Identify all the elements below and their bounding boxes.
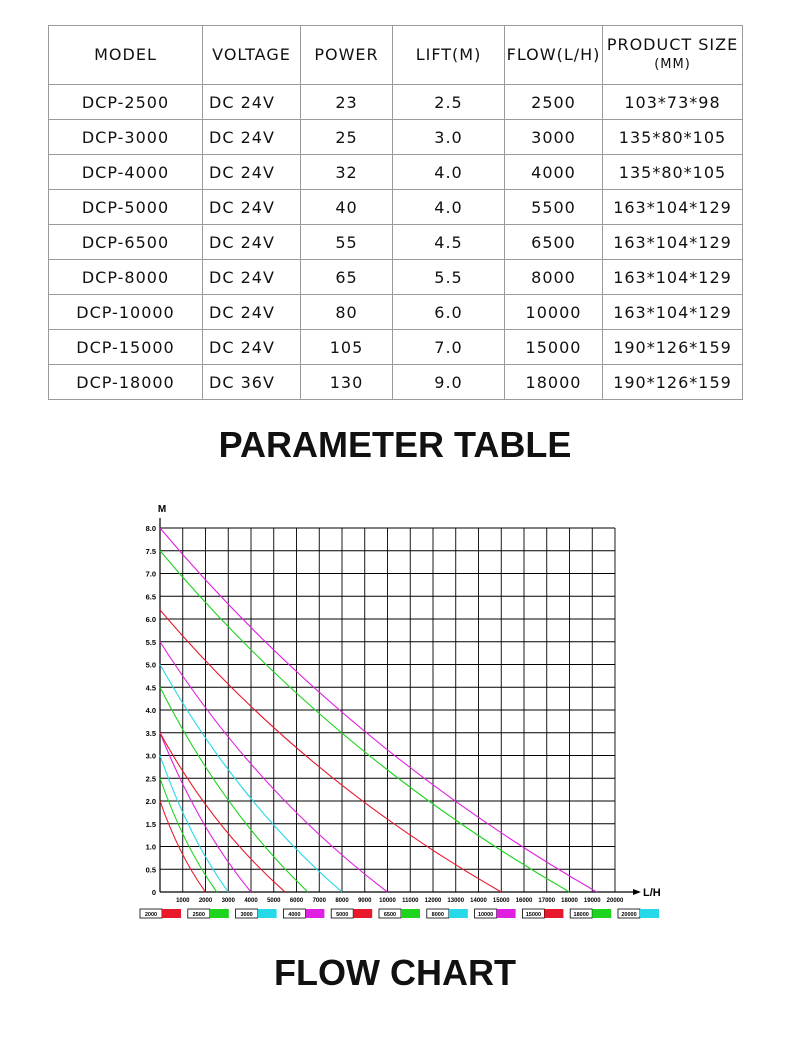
legend-item [427,909,468,918]
x-tick-label: 14000 [470,898,487,904]
cell-voltage: DC 24V [203,330,301,365]
legend-item [188,909,229,918]
cell-model: DCP-10000 [49,295,203,330]
legend-item [618,909,659,918]
x-tick-label: 6000 [289,898,304,904]
legend-label: 4000 [288,912,301,918]
legend-label: 3000 [240,912,253,918]
header-power: POWER [301,26,393,85]
legend-swatch [449,909,468,918]
cell-size: 135*80*105 [603,155,743,190]
y-tick-label: 0.5 [145,865,156,875]
legend-swatch [353,909,372,918]
table-row [49,85,743,120]
table-row [49,365,743,400]
cell-lift: 4.0 [393,155,505,190]
cell-size: 163*104*129 [603,190,743,225]
legend-label: 8000 [431,912,444,918]
header-product-size-line2: (MM) [654,57,691,72]
legend-label: 20000 [621,912,637,918]
series-line [160,610,501,892]
table-row [49,190,743,225]
flow-chart-title: FLOW CHART [274,952,516,993]
header-model: MODEL [49,26,203,85]
cell-model: DCP-5000 [49,190,203,225]
table-row [49,120,743,155]
flow-chart [0,490,790,930]
cell-voltage: DC 24V [203,120,301,155]
cell-lift: 4.0 [393,190,505,225]
cell-lift: 6.0 [393,295,505,330]
y-tick-label: 4.0 [145,706,156,715]
y-tick-label: 7.5 [145,546,156,556]
legend-label: 6500 [383,912,397,918]
table-row [49,225,743,260]
header-product-size-line1: PRODUCT SIZE [606,35,739,54]
legend-item [140,909,181,918]
legend-label: 2000 [144,912,158,918]
cell-model: DCP-6500 [49,225,203,260]
cell-flow: 5500 [505,190,603,225]
x-tick-label: 1000 [176,898,190,904]
legend-item [475,909,516,918]
x-tick-label: 18000 [561,898,578,904]
cell-voltage: DC 24V [203,225,301,260]
y-tick-label: 3.5 [145,728,156,738]
legend-item [331,909,372,918]
cell-voltage: DC 24V [203,295,301,330]
legend-swatch [305,909,324,918]
y-tick-label: 5.0 [145,660,156,670]
cell-voltage: DC 24V [203,85,301,120]
y-tick-label: 4.5 [145,683,156,693]
x-tick-label: 3000 [221,898,235,904]
legend-swatch [162,909,181,918]
legend-label: 10000 [477,912,494,918]
x-tick-label: 4000 [244,898,258,904]
x-tick-label: 20000 [606,898,624,904]
legend-label: 15000 [525,912,542,918]
legend-label: 5000 [336,912,349,918]
legend-item [283,909,324,918]
x-tick-label: 13000 [447,898,465,904]
series-line [160,687,308,892]
cell-voltage: DC 24V [203,190,301,225]
legend-swatch [640,909,659,918]
x-axis-label: L/H [643,887,661,899]
x-tick-label: 8000 [335,898,349,904]
legend-swatch [210,909,229,918]
cell-size: 190*126*159 [603,330,743,365]
cell-power: 25 [301,120,393,155]
cell-power: 130 [301,365,393,400]
y-tick-label: 2.0 [145,797,156,806]
y-axis-label: M [157,504,167,515]
cell-model: DCP-15000 [49,330,203,365]
legend-item [236,909,277,918]
table-header-row [49,26,743,85]
cell-lift: 7.0 [393,330,505,365]
x-tick-label: 17000 [538,898,556,904]
y-tick-label: 5.5 [145,637,156,647]
cell-voltage: DC 24V [203,155,301,190]
y-tick-label: 1.5 [145,819,156,829]
cell-model: DCP-2500 [49,85,203,120]
header-voltage: VOLTAGE [203,26,301,85]
y-tick-label: 8.0 [145,524,156,533]
cell-size: 163*104*129 [603,225,743,260]
y-tick-label: 3.0 [145,751,156,761]
cell-size: 163*104*129 [603,260,743,295]
table-row [49,295,743,330]
table-row [49,155,743,190]
x-tick-label: 2000 [198,898,213,904]
x-tick-label: 9000 [358,898,372,904]
legend-label: 2500 [192,912,205,918]
y-tick-label: 2.5 [145,774,156,784]
cell-voltage: DC 24V [203,260,301,295]
y-tick-label: 0 [151,888,156,897]
x-tick-label: 10000 [379,898,396,904]
legend-swatch [401,909,420,918]
header-product-size [603,26,743,85]
cell-lift: 2.5 [393,85,505,120]
legend-item [379,909,420,918]
cell-flow: 10000 [505,295,603,330]
y-tick-label: 1.0 [145,842,156,852]
cell-model: DCP-4000 [49,155,203,190]
y-tick-label: 6.0 [145,615,156,624]
legend-swatch [497,909,516,918]
table-row [49,260,743,295]
cell-lift: 4.5 [393,225,505,260]
cell-flow: 8000 [505,260,603,295]
cell-model: DCP-3000 [49,120,203,155]
cell-power: 23 [301,85,393,120]
header-flow: FLOW(L/H) [505,26,603,85]
cell-power: 105 [301,330,393,365]
x-tick-label: 19000 [583,898,601,904]
x-tick-label: 15000 [492,898,510,904]
cell-flow: 18000 [505,365,603,400]
x-tick-label: 7000 [312,898,326,904]
series-line [160,733,285,892]
cell-size: 190*126*159 [603,365,743,400]
chart-grid [160,528,615,892]
y-tick-label: 6.5 [145,592,156,602]
cell-model: DCP-8000 [49,260,203,295]
legend-swatch [544,909,563,918]
cell-lift: 9.0 [393,365,505,400]
cell-size: 163*104*129 [603,295,743,330]
cell-voltage: DC 36V [203,365,301,400]
parameter-table-title: PARAMETER TABLE [218,424,572,465]
y-tick-label: 7.0 [145,569,156,579]
x-tick-label: 12000 [424,898,442,904]
cell-flow: 4000 [505,155,603,190]
cell-power: 65 [301,260,393,295]
cell-size: 135*80*105 [603,120,743,155]
table-row [49,330,743,365]
legend-swatch [258,909,277,918]
cell-power: 80 [301,295,393,330]
cell-power: 40 [301,190,393,225]
x-tick-label: 16000 [515,898,533,904]
x-tick-label: 5000 [267,898,281,904]
cell-model: DCP-18000 [49,365,203,400]
chart-legend [140,909,659,918]
cell-flow: 15000 [505,330,603,365]
legend-item [570,909,611,918]
cell-flow: 2500 [505,85,603,120]
cell-power: 32 [301,155,393,190]
cell-lift: 5.5 [393,260,505,295]
legend-swatch [592,909,611,918]
cell-flow: 6500 [505,225,603,260]
x-axis-arrow [633,889,641,895]
header-lift: LIFT(M) [393,26,505,85]
legend-item [522,909,563,918]
legend-label: 18000 [573,912,589,918]
parameter-table [48,25,743,400]
cell-lift: 3.0 [393,120,505,155]
cell-power: 55 [301,225,393,260]
cell-size: 103*73*98 [603,85,743,120]
x-tick-label: 11000 [402,898,419,904]
cell-flow: 3000 [505,120,603,155]
